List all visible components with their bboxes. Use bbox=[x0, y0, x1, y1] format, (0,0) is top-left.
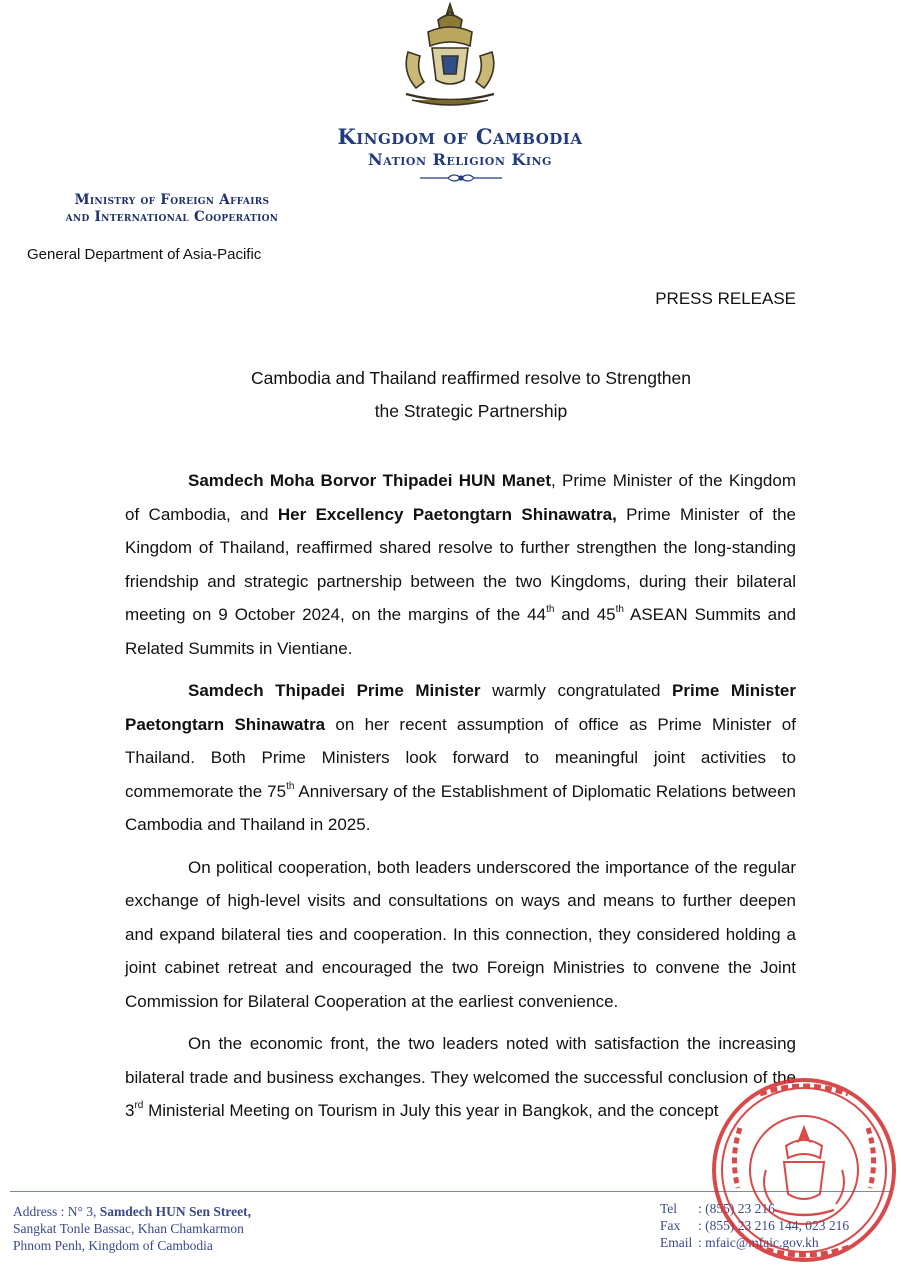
paragraph-2 bbox=[125, 674, 796, 842]
p2-text-3: Anniversary of the Establishment of Diplomatic Relations between Cambodia and Thailand in 2025. bbox=[125, 781, 796, 834]
paragraph-3 bbox=[125, 851, 796, 1019]
p4-text-2: Ministerial Meeting on Tourism in July this year in Bangkok, and the concept bbox=[143, 1101, 719, 1120]
p1-text-3: and 45 bbox=[554, 605, 616, 624]
title-line-2: the Strategic Partnership bbox=[374, 401, 568, 421]
fax-label: Fax bbox=[660, 1218, 681, 1233]
p1-text-1: , Prime Minister of the Kingdom of Cambodia, and bbox=[125, 471, 796, 524]
press-release-title bbox=[125, 362, 817, 428]
address-street: Samdech HUN Sen Street, bbox=[99, 1204, 252, 1219]
official-seal-icon bbox=[700, 1058, 900, 1274]
address-prefix: Address : N° 3, bbox=[13, 1204, 100, 1219]
fax-value: : (855) 23 216 144, 023 216 bbox=[698, 1218, 850, 1233]
p4-sup-1: rd bbox=[134, 1100, 144, 1111]
tel-label: Tel bbox=[660, 1201, 678, 1216]
kingdom-header bbox=[300, 124, 620, 170]
paragraph-1 bbox=[125, 464, 796, 665]
p1-bold-1: Samdech Moha Borvor Thipadei HUN Manet bbox=[188, 471, 551, 490]
p2-bold-2: Prime Minister Paetongtarn Shinawatra bbox=[125, 681, 796, 734]
paragraph-4 bbox=[125, 1027, 796, 1128]
p1-text-4: ASEAN Summits and Related Summits in Vientiane. bbox=[125, 605, 796, 658]
ministry-line-2: and International Cooperation bbox=[65, 209, 279, 225]
kingdom-name: Kingdom of Cambodia bbox=[337, 124, 583, 149]
tel-value: : (855) 23 216 bbox=[698, 1201, 775, 1216]
p2-text-2: on her recent assumption of office as Prime Minister of Thailand. Both Prime Ministers look forward to meaningful joint activities to commemorate the 75 bbox=[125, 714, 796, 801]
doc-type: PRESS RELEASE bbox=[655, 289, 796, 308]
p2-bold-1: Samdech Thipadei Prime Minister bbox=[188, 681, 481, 700]
address-line-1 bbox=[13, 1203, 251, 1220]
email-value: : mfaic@mfaic.gov.kh bbox=[698, 1235, 819, 1250]
p2-sup-1: th bbox=[286, 780, 295, 792]
p1-sup-2: th bbox=[615, 604, 624, 615]
address-line-3: Phnom Penh, Kingdom of Cambodia bbox=[13, 1238, 213, 1253]
p3-text-1: On political cooperation, both leaders underscored the importance of the regular exchange of high-level visits and consultations on ways and means to further deepen and expand bilateral ties and cooperation. In this connection, they considered holding a joint cabinet retreat and encouraged the two Foreign Ministries to convene the Joint Commission for Bilateral Cooperation at the earliest convenience. bbox=[125, 857, 796, 1011]
department-name: General Department of Asia-Pacific bbox=[27, 246, 262, 263]
ministry-line-1: Ministry of Foreign Affairs bbox=[74, 192, 270, 208]
ornament-icon bbox=[418, 172, 504, 184]
footer-address bbox=[13, 1203, 251, 1254]
ministry-name bbox=[22, 192, 322, 226]
press-release-body bbox=[125, 464, 796, 1137]
p1-bold-2: Her Excellency Paetongtarn Shinawatra, bbox=[277, 504, 617, 524]
email-label: Email bbox=[660, 1235, 693, 1250]
address-line-2: Sangkat Tonle Bassac, Khan Chamkarmon bbox=[13, 1221, 244, 1236]
national-motto: Nation Religion King bbox=[368, 150, 552, 169]
title-line-1: Cambodia and Thailand reaffirmed resolve to Strengthen bbox=[250, 368, 692, 388]
p1-sup-1: th bbox=[546, 604, 555, 615]
p4-text-1: On the economic front, the two leaders noted with satisfaction the increasing bilateral trade and business exchanges. They welcomed the successful conclusion of the 3 bbox=[125, 1034, 796, 1120]
royal-emblem-icon bbox=[398, 2, 502, 110]
p2-text-1: warmly congratulated bbox=[480, 681, 673, 700]
p1-text-2: Prime Minister of the Kingdom of Thailand, reaffirmed shared resolve to further strengthen the long-standing friendship and strategic partnership between the two Kingdoms, during their bilateral meeting on 9 October 2024, on the margins of the 44 bbox=[125, 504, 796, 624]
